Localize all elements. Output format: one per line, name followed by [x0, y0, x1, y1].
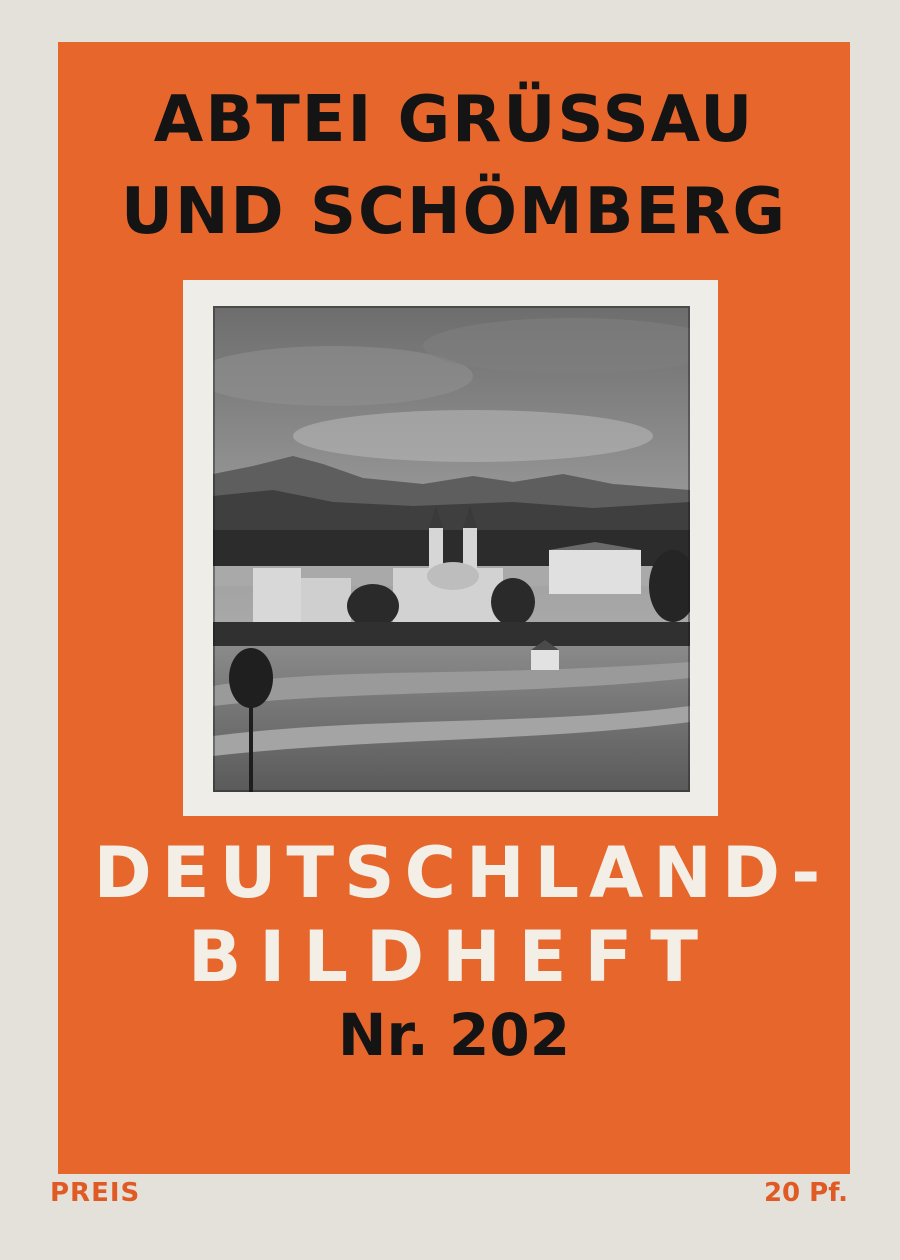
- price-label: PREIS: [50, 1178, 141, 1208]
- price-value: 20 Pf.: [763, 1178, 848, 1208]
- abbey-landscape-photo: [213, 306, 690, 792]
- issue-number: Nr. 202: [337, 1001, 571, 1069]
- title-line-1: ABTEI GRÜSSAU: [153, 83, 755, 157]
- series-title-line-1: DEUTSCHLAND-: [93, 832, 831, 914]
- series-title-line-2: BILDHEFT: [187, 916, 717, 998]
- title-line-2: UND SCHÖMBERG: [121, 175, 787, 249]
